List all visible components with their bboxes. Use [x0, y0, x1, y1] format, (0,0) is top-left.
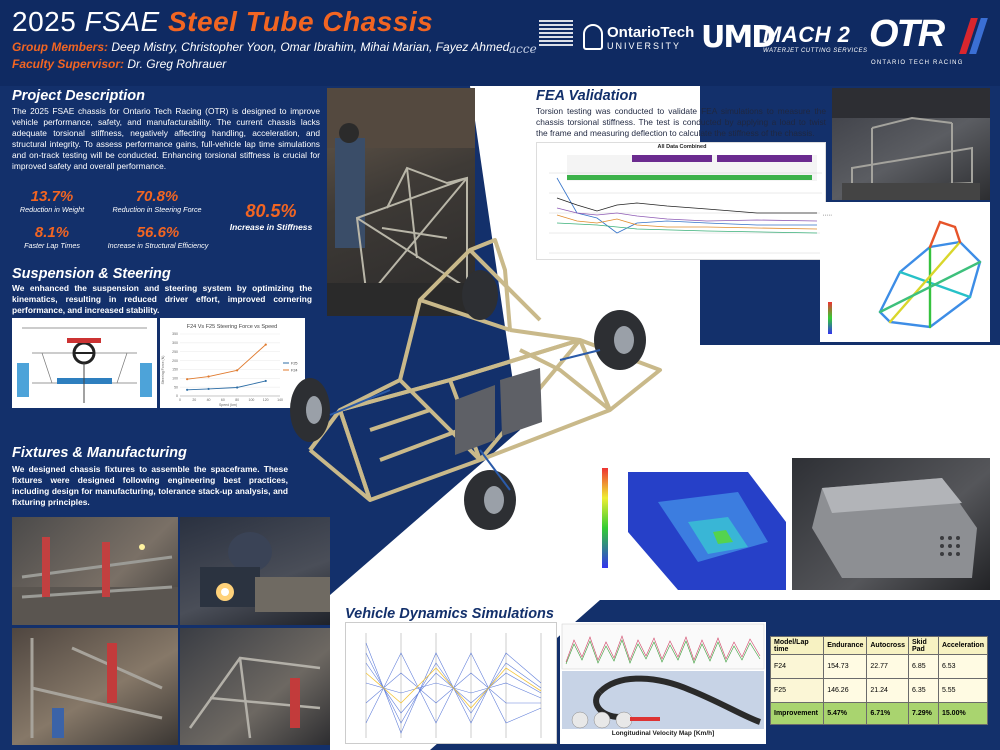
vehicle-dynamics-title: Vehicle Dynamics Simulations	[345, 606, 554, 622]
chart-ytick-label: 150	[172, 367, 178, 372]
fea-validation-title: FEA Validation	[536, 88, 638, 104]
chart-point-f24	[265, 344, 267, 346]
fea-combined-chart	[536, 142, 826, 260]
mach2-logo: MACH 2 WATERJET CUTTING SERVICES	[763, 22, 868, 54]
chart-ytick-label: 250	[172, 349, 178, 354]
ontario-tech-logo: OntarioTech UNIVERSITY	[583, 24, 693, 54]
stat-structural-efficiency: 56.6% Increase in Structural Efficiency	[107, 224, 209, 250]
torsion-test-photo	[832, 88, 990, 200]
table-cell: 6.85	[909, 655, 939, 679]
fixture-photo-1	[12, 517, 178, 625]
chart-legend-label: F25	[291, 361, 298, 366]
title-year: 2025	[12, 6, 77, 37]
chart-legend-label: F24	[291, 368, 298, 373]
welding-photo	[180, 517, 330, 625]
accumulator-fea-plot	[598, 462, 786, 590]
svg-text:▪ ▪ ▪ ▪ ▪: ▪ ▪ ▪ ▪ ▪	[823, 213, 832, 217]
table-cell: 154.73	[824, 655, 867, 679]
lap-time-results-table	[770, 636, 988, 725]
lap-sim-parallel-plot	[345, 622, 557, 744]
supervisor-name: Dr. Greg Rohrauer	[127, 57, 227, 71]
table-header: Acceleration	[938, 637, 987, 655]
fea-validation-text: Torsion testing was conducted to validate FEA simulations to measure the chassis torsional stiffness. The test is conducted by applying a load to twist the frame and measuring deflection to calculate the stiffness of the chassis.	[536, 106, 826, 138]
fixtures-manufacturing-text: We designed chassis fixtures to assemble the spaceframe. These fixtures were designed following engineering best practices, including design for manufacturing, tolerance stack-up analysis, and fixturing principles.	[12, 464, 288, 507]
table-header: Autocross	[867, 637, 909, 655]
table-header: Model/Lap time	[771, 637, 824, 655]
chart-point-f24	[186, 378, 188, 380]
fea-stress-plot	[820, 202, 990, 342]
accumulator-text: The accumulator shell was fully redesigned, achieving a weight reduction of 13 kg. This new design accommodates the F24 modules while integrating with the F25 chassis. Constructed from welded aluminum with CNC machined surfaces, it optimizes weight reduction while ensuring compliance with FSAE regulations. Additionally, welded steel mounting brackets fasten the enclosure to the chassis, improving both battery security and overall chassis strength.	[690, 378, 990, 443]
table-cell: F24	[771, 655, 824, 679]
stat-steering-force: 70.8% Reduction in Steering Force	[112, 188, 202, 214]
accumulator-photo	[792, 458, 990, 590]
velocity-map-caption: Longitudinal Velocity Map [Km/h]	[611, 730, 715, 737]
chart-ytick-label: 300	[172, 341, 178, 346]
umd-logo: UMD	[701, 20, 775, 55]
table-header-row	[771, 637, 988, 655]
accumulator-title: Accumulator	[690, 361, 779, 377]
chart-xtick-label: 100	[248, 398, 255, 402]
table-cell: 5.55	[938, 679, 987, 703]
suspension-steering-title: Suspension & Steering	[12, 266, 171, 282]
project-description-title: Project Description	[12, 88, 145, 104]
chart-xtick-label: 0	[179, 398, 181, 402]
table-cell: 22.77	[867, 655, 909, 679]
chart-xtick-label: 40	[206, 398, 211, 402]
velocity-map-panel	[560, 622, 766, 744]
fixture-photo-3	[180, 628, 330, 745]
table-cell: 6.53	[938, 655, 987, 679]
chart-point-f25	[186, 389, 188, 391]
chart-ytick-label: 200	[172, 358, 178, 363]
chart-point-f24	[236, 369, 238, 371]
steering-kinematics-diagram	[12, 318, 157, 408]
fixture-photo-2	[12, 628, 178, 745]
fixtures-manufacturing-title: Fixtures & Manufacturing	[12, 445, 187, 461]
table-cell: 7.29%	[909, 703, 939, 725]
chart-ytick-label: 50	[174, 385, 178, 390]
suspension-steering-text: We enhanced the suspension and steering system by optimizing the kinematics, resulting in reduced driver effort, improved cornering performance, and increased stability.	[12, 283, 312, 315]
table-cell: 21.24	[867, 679, 909, 703]
table-cell: 146.26	[824, 679, 867, 703]
chart-ytick-label: 0	[176, 394, 178, 399]
acce-logo: acce	[509, 18, 575, 58]
table-header: Skid Pad	[909, 637, 939, 655]
members-names: Deep Mistry, Christopher Yoon, Omar Ibrahim, Mihai Marian, Fayez Ahmed	[111, 40, 510, 54]
table-row-improvement	[771, 703, 988, 725]
table-cell: 6.71%	[867, 703, 909, 725]
chart-xtick-label: 140	[277, 398, 283, 402]
chart-xtick-label: 20	[192, 398, 197, 402]
table-cell: 6.35	[909, 679, 939, 703]
members-label: Group Members:	[12, 40, 109, 54]
chart-xtick-label: 80	[235, 398, 240, 402]
chart-point-f25	[265, 380, 267, 382]
stat-weight: 13.7% Reduction in Weight	[19, 188, 85, 214]
chart-ytick-label: 350	[172, 332, 178, 337]
chart-title: F24 Vs F25 Steering Force vs Speed	[186, 324, 278, 330]
title-main: Steel Tube Chassis	[168, 6, 434, 37]
title-fsae: FSAE	[84, 6, 160, 37]
chart-point-f25	[207, 388, 209, 390]
chart-series-line-f25	[187, 381, 266, 390]
table-cell: 5.47%	[824, 703, 867, 725]
chart-point-f25	[236, 386, 238, 388]
table-cell: 15.00%	[938, 703, 987, 725]
table-row-f25	[771, 679, 988, 703]
table-row-f24	[771, 655, 988, 679]
chart-xtick-label: 60	[220, 398, 225, 402]
stat-lap-times: 8.1% Faster Lap Times	[24, 224, 80, 250]
table-cell: F25	[771, 679, 824, 703]
stat-stiffness: 80.5% Increase in Stiffness	[229, 201, 313, 232]
chart-ylabel: Steering Force (N)	[161, 355, 165, 385]
chart-series-line-f24	[187, 345, 266, 380]
table-cell: Improvement	[771, 703, 824, 725]
chart-xtick-label: 120	[262, 398, 269, 402]
otr-logo: OTR ONTARIO TECH RACING	[869, 14, 995, 74]
chart-point-f24	[207, 375, 209, 377]
chart-xlabel: Speed (km)	[218, 403, 238, 407]
supervisor-label: Faculty Supervisor:	[12, 57, 125, 71]
project-description-text: The 2025 FSAE chassis for Ontario Tech Racing (OTR) is designed to improve vehicle performance, safety, and manufacturability. The current chassis lacks adequate torsional stiffness, negatively affecting handling, acceleration, and structural integrity. To assess performance gains, full-vehicle lap time simulations and on-track testing will be conducted. Enhancing torsional stiffness is crucial for improved safety and overall performance.	[12, 106, 320, 171]
chart-ytick-label: 100	[172, 376, 178, 381]
fea-chart-title: All Data Combined	[657, 144, 707, 150]
table-header: Endurance	[824, 637, 867, 655]
